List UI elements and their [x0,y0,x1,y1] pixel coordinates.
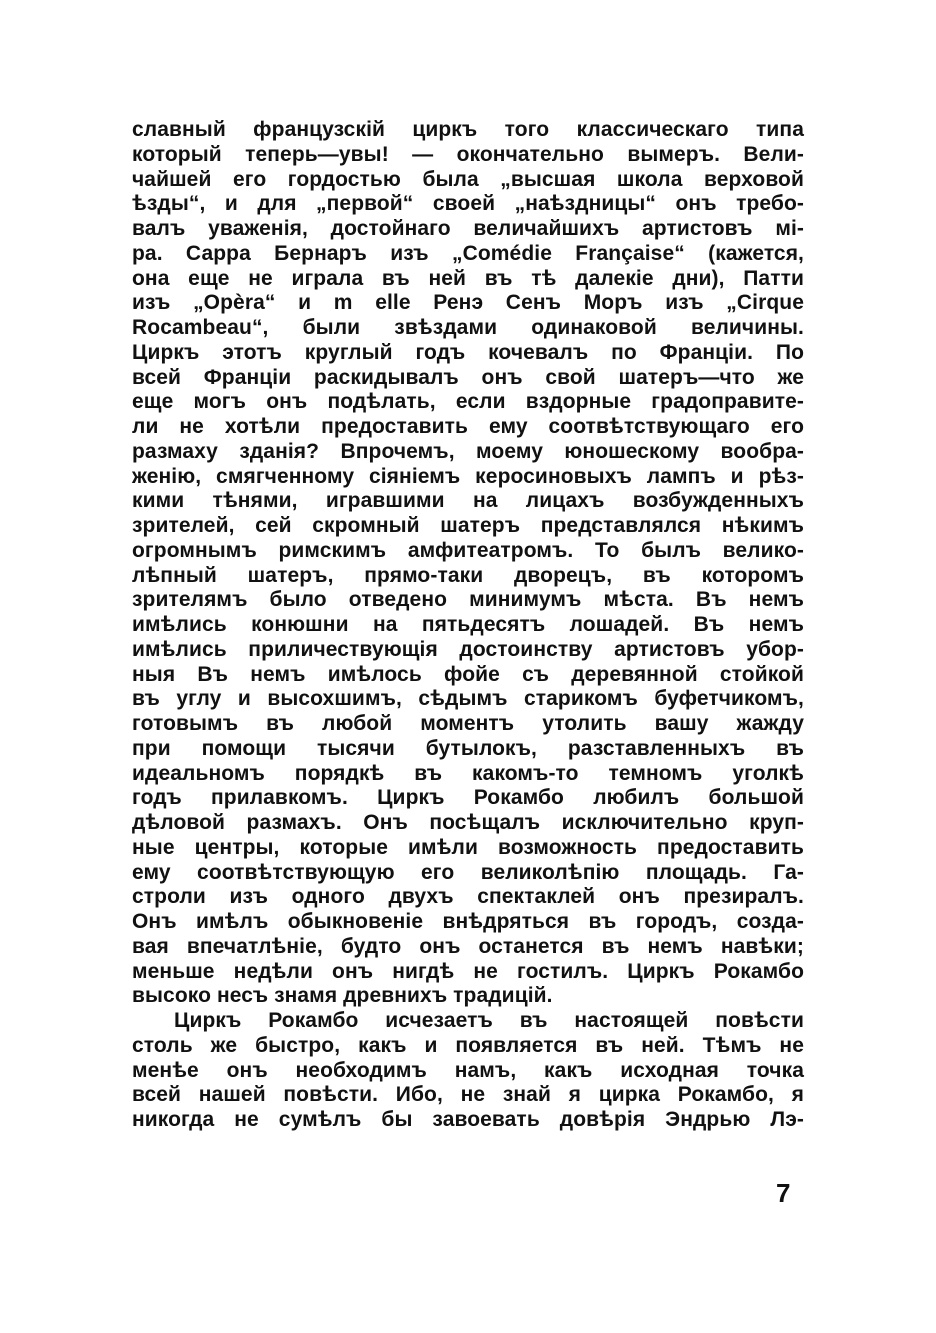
text-line: зрителямъ было отведено минимумъ мѣста. Въ немъ [132,588,804,612]
text-line: столь же быстро, какъ и появляется въ ней. Тѣмъ не [132,1033,804,1057]
text-line: дѣловой размахъ. Онъ посѣщалъ исключительно круп- [132,811,804,834]
text-line: лѣпный шатеръ, прямо-таки дворецъ, въ которомъ [132,563,804,587]
text-line: валъ уваженія, достойнаго величайшихъ артистовъ мі- [132,217,804,240]
text-line: годъ прилавкомъ. Циркъ Рокамбо любилъ большой [132,786,804,810]
text-line: чайшей его гордостью была „высшая школа верховой [132,167,804,191]
text-line: женію, смягченному сіяніемъ керосиновыхъ лампъ и рѣз- [132,464,804,488]
text-line: менѣе онъ необходимъ намъ, какъ исходная точка [132,1058,804,1082]
text-line: вая впечатлѣніе, будто онъ останется въ немъ навѣки; [132,934,804,958]
text-line: при помощи тысячи бутылокъ, разставленныхъ въ [132,736,804,760]
text-line: имѣлись конюшни на пятьдесятъ лошадей. Въ немъ [132,613,804,636]
paragraph-1 [132,118,804,1009]
text-line: Циркъ этотъ круглый годъ кочевалъ по Франціи. По [132,340,804,364]
text-line: Циркъ Рокамбо исчезаетъ въ настоящей повѣсти [174,1009,804,1032]
text-line: размаху зданія? Впрочемъ, моему юношескому вообра- [132,439,804,463]
page-number: 7 [776,1178,791,1208]
text-line: еще могъ онъ подѣлать, если вздорные градоправите- [132,390,804,414]
text-line: готовымъ въ любой моментъ утолить вашу жажду [132,712,804,735]
text-line: ли не хотѣли предоставить ему соотвѣтствующаго его [132,415,804,438]
text-line: ра. Сарра Бернаръ изъ „Comédie Française“ (кажется, [132,241,804,265]
text-line: высоко несъ знамя древнихъ традицій. [132,984,553,1008]
text-line: ѣзды“, и для „первой“ своей „наѣздницы“ онъ требо- [132,192,804,216]
text-line: зрителей, сей скромный шатеръ представлялся нѣкимъ [132,514,804,537]
text-line: всей нашей повѣсти. Ибо, не знай я цирка Рокамбо, я [132,1083,804,1107]
body-text [132,118,804,1133]
text-line: имѣлись приличествующія достоинству артистовъ убор- [132,637,804,661]
text-line: Онъ имѣлъ обыкновеніе внѣдряться въ городъ, созда- [132,910,804,933]
text-line: который теперь—увы! — окончательно вымеръ. Вели- [132,142,804,166]
text-line: Rocambeau“, были звѣздами одинаковой величины. [132,316,804,339]
text-line: ные центры, которые имѣли возможность предоставить [132,835,804,859]
text-line: въ углу и высохшимъ, сѣдымъ старикомъ буфетчикомъ, [132,687,804,711]
text-line: никогда не сумѣлъ бы завоевать довѣрія Эндрью Лэ- [132,1108,804,1131]
text-line: огромнымъ римскимъ амфитеатромъ. То былъ велико- [132,538,804,562]
text-line: строли изъ одного двухъ спектаклей онъ презиралъ. [132,885,804,909]
text-line: ныя Въ немъ имѣлось фойе съ деревянной стойкой [132,662,804,686]
text-line: идеальномъ порядкѣ въ какомъ-то темномъ уголкѣ [132,761,804,785]
text-line: ему соотвѣтствующую его великолѣпію площадь. Га- [132,860,804,884]
text-line: изъ „Opèra“ и m elle Ренэ Сенъ Моръ изъ „Cirque [132,291,804,315]
paragraph-2 [132,1009,804,1133]
text-line: всей Франціи раскидывалъ онъ свой шатеръ—что же [132,365,804,389]
text-line: она еще не играла въ ней въ тѣ далекіе дни), Патти [132,266,804,290]
text-line: меньше недѣли онъ нигдѣ не гостилъ. Циркъ Рокамбо [132,959,804,983]
text-line: кими тѣнями, игравшими на лицахъ возбужденныхъ [132,489,804,513]
text-line: славный французскій циркъ того классическаго типа [132,118,804,141]
